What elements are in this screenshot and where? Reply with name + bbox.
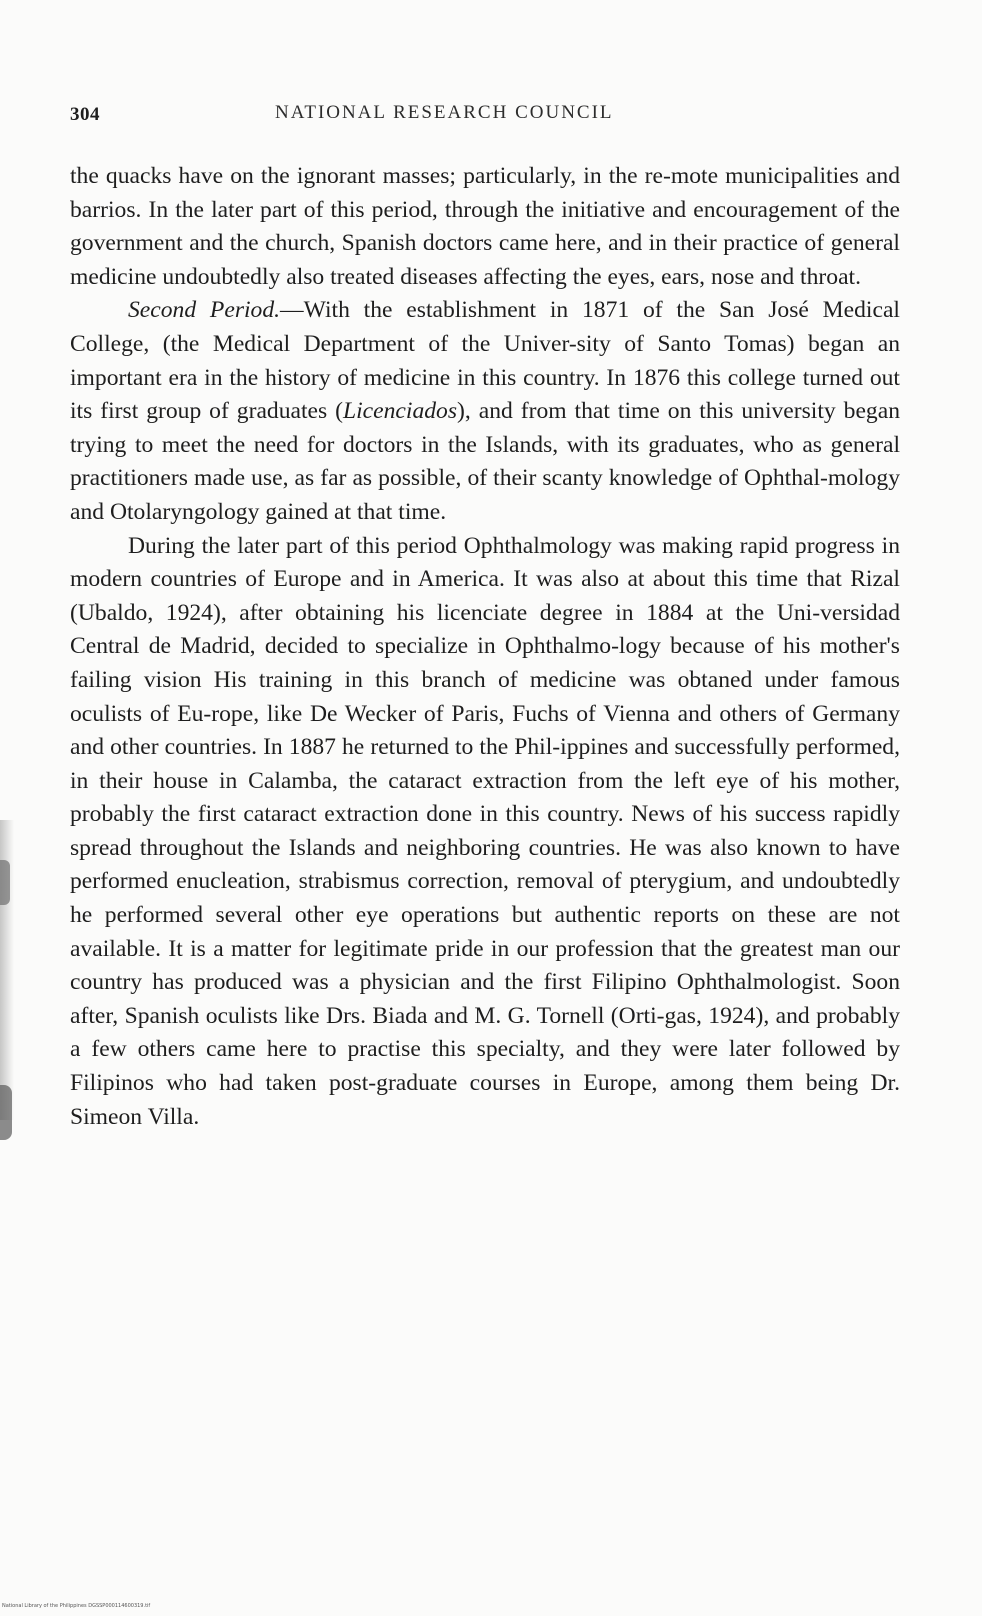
paragraph-2 [70, 294, 900, 529]
scan-binding-mark [0, 1085, 12, 1140]
page-number: 304 [70, 104, 100, 125]
scan-binding-mark [0, 860, 10, 905]
scan-source-stamp: National Library of the Philippines DGSSP000114600319.tif [2, 1603, 151, 1609]
running-head: NATIONAL RESEARCH COUNCIL [275, 102, 614, 123]
paragraph-3: During the later part of this period Ophthalmology was making rapid progress in modern countries of Europe and in America. It was also at about this time that Rizal (Ubaldo, 1924), after obtaining his licenciate degree in 1884 at the Uni-versidad Central de Madrid, decided to specialize in Ophthalmo-logy because of his mother's failing vision His training in this branch of medicine was obtaned under famous oculists of Eu-rope, like De Wecker of Paris, Fuchs of Vienna and others of Germany and other countries. In 1887 he returned to the Phil-ippines and successfully performed, in their house in Calamba, the cataract extraction from the left eye of his mother, probably the first cataract extraction done in this country. News of his success rapidly spread throughout the Islands and neighboring countries. He was also known to have performed enucleation, strabismus correction, removal of pterygium, and undoubtedly he performed several other eye operations but authentic reports on these are not available. It is a matter for legitimate pride in our profession that the greatest man our country has produced was a physician and the first Filipino Ophthalmologist. Soon after, Spanish oculists like Drs. Biada and M. G. Tornell (Orti-gas, 1924), and probably a few others came here to practise this specialty, and they were later followed by Filipinos who had taken post-graduate courses in Europe, among them being Dr. Simeon Villa. [70, 532, 900, 1130]
paragraph-1: the quacks have on the ignorant masses; particularly, in the re-mote municipalities and barrios. In the later part of this period, through the initiative and encouragement of the government and the church, Spanish doctors came here, and in their practice of general medicine undoubtedly also treated diseases affecting the eyes, ears, nose and throat. [70, 163, 900, 290]
page-header [70, 104, 910, 134]
paragraph-2-text-a: —With the establishment in 1871 of the San José Medical College, (the Medical Department of the Univer-sity of Santo Tomas) began an important era in the history of medicine in this country. In 1876 this college turned out its first group of graduates ( [70, 297, 900, 425]
section-heading: Second Period. [128, 297, 281, 324]
paragraph-2-text-b: ), and from that time on this university began trying to meet the need for doctors in the Islands, with its graduates, who as general practitioners made use, as far as possible, of their scanty knowledge of Ophthal-mology and Otolaryngology gained at that time. [70, 398, 900, 525]
italic-term: Licenciados [343, 398, 458, 425]
body-text [70, 160, 900, 1134]
